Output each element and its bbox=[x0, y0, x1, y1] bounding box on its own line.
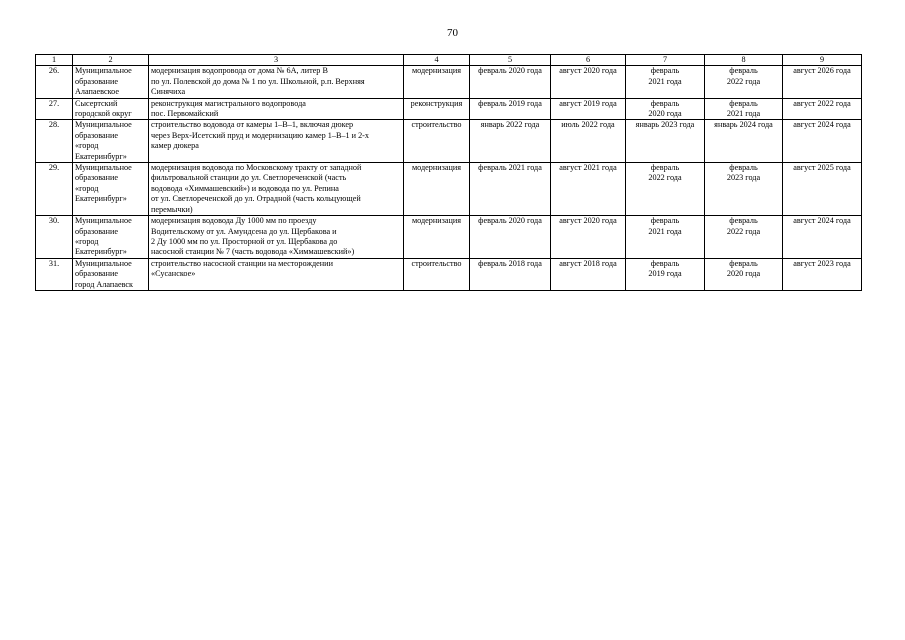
cell-line: образование bbox=[75, 269, 119, 279]
cell-line: август 2020 года bbox=[559, 216, 617, 226]
cell-line: январь 2022 года bbox=[480, 120, 540, 130]
row-number-cell: 28. bbox=[36, 120, 73, 163]
work-type-cell: модернизация bbox=[404, 66, 470, 98]
municipality-cell bbox=[73, 120, 149, 163]
cell-line: город Алапаевск bbox=[75, 279, 134, 289]
cell-line: 2021 года bbox=[648, 76, 682, 86]
date-cell-col7 bbox=[626, 66, 705, 98]
cell-line: август 2019 года bbox=[559, 98, 617, 108]
cell-line: август 2020 года bbox=[559, 66, 617, 76]
cell-line: Екатеринбург» bbox=[75, 194, 127, 204]
date-cell-col5 bbox=[470, 258, 551, 290]
row-number-cell: 30. bbox=[36, 216, 73, 259]
cell-line: август 2025 года bbox=[793, 163, 851, 173]
date-cell-col9 bbox=[783, 98, 862, 120]
cell-line: «город bbox=[75, 183, 99, 193]
date-cell-col8 bbox=[705, 163, 783, 216]
cell-line: июль 2022 года bbox=[561, 120, 615, 130]
column-header: 3 bbox=[149, 55, 404, 66]
date-cell-col7 bbox=[626, 216, 705, 259]
date-cell-col6 bbox=[551, 98, 626, 120]
cell-line: январь 2023 года bbox=[635, 120, 695, 130]
column-header: 1 bbox=[36, 55, 73, 66]
cell-line: камер дюкера bbox=[151, 141, 199, 151]
date-cell-col5 bbox=[470, 216, 551, 259]
date-cell-col5 bbox=[470, 66, 551, 98]
date-cell-col6 bbox=[551, 258, 626, 290]
date-cell-col6 bbox=[551, 120, 626, 163]
column-header: 5 bbox=[470, 55, 551, 66]
date-cell-col9 bbox=[783, 216, 862, 259]
header-row bbox=[36, 55, 862, 66]
cell-line: февраль 2018 года bbox=[478, 258, 542, 268]
cell-line: февраль bbox=[729, 163, 758, 173]
municipality-cell bbox=[73, 258, 149, 290]
date-cell-col5 bbox=[470, 120, 551, 163]
date-cell-col7 bbox=[626, 258, 705, 290]
cell-line: 2 Ду 1000 мм по ул. Просторной от ул. Щербакова до bbox=[151, 236, 338, 246]
cell-line: август 2026 года bbox=[793, 66, 851, 76]
cell-line: Синячиха bbox=[151, 87, 186, 97]
date-cell-col6 bbox=[551, 66, 626, 98]
cell-line: по ул. Полевской до дома № 1 по ул. Школьной, р.п. Верхняя bbox=[151, 76, 365, 86]
table-row bbox=[36, 216, 862, 259]
table-body bbox=[36, 66, 862, 291]
cell-line: водовода «Химмашевский») и водовода по ул. Репина bbox=[151, 183, 339, 193]
cell-line: насосной станции № 7 (часть водовода «Химмашевский») bbox=[151, 247, 355, 257]
table-row bbox=[36, 120, 862, 163]
cell-line: август 2024 года bbox=[793, 120, 851, 130]
work-type-cell: модернизация bbox=[404, 163, 470, 216]
cell-line: Муниципальное bbox=[75, 216, 132, 226]
cell-line: Муниципальное bbox=[75, 258, 132, 268]
cell-line: февраль 2020 года bbox=[478, 216, 542, 226]
cell-line: февраль bbox=[729, 66, 758, 76]
cell-line: август 2021 года bbox=[559, 163, 617, 173]
work-type-cell: реконструкция bbox=[404, 98, 470, 120]
column-header: 6 bbox=[551, 55, 626, 66]
cell-line: перемычки) bbox=[151, 204, 193, 214]
cell-line: образование bbox=[75, 130, 119, 140]
cell-line: 2021 года bbox=[648, 226, 682, 236]
description-cell bbox=[149, 258, 404, 290]
cell-line: модернизация водовода по Московскому тракту от западной bbox=[151, 163, 362, 173]
date-cell-col8 bbox=[705, 98, 783, 120]
date-cell-col8 bbox=[705, 66, 783, 98]
cell-line: 2022 года bbox=[726, 76, 761, 86]
cell-line: образование bbox=[75, 76, 119, 86]
column-header: 7 bbox=[626, 55, 705, 66]
cell-line: 2022 года bbox=[726, 226, 761, 236]
date-cell-col8 bbox=[705, 120, 783, 163]
table-row bbox=[36, 66, 862, 98]
cell-line: Муниципальное bbox=[75, 66, 132, 76]
date-cell-col8 bbox=[705, 216, 783, 259]
work-type-cell: строительство bbox=[404, 258, 470, 290]
date-cell-col5 bbox=[470, 163, 551, 216]
cell-line: строительство водовода от камеры 1–В–1, включая дюкер bbox=[151, 120, 354, 130]
cell-line: «Сусанское» bbox=[151, 269, 196, 279]
cell-line: городской округ bbox=[75, 109, 132, 119]
cell-line: Водительскому от ул. Амундсена до ул. Щербакова и bbox=[151, 226, 337, 236]
cell-line: февраль bbox=[650, 98, 680, 108]
date-cell-col6 bbox=[551, 216, 626, 259]
cell-line: Сысертский bbox=[75, 98, 118, 108]
column-header: 9 bbox=[783, 55, 862, 66]
table-row bbox=[36, 258, 862, 290]
date-cell-col9 bbox=[783, 120, 862, 163]
cell-line: 2021 года bbox=[726, 109, 761, 119]
work-type-cell: модернизация bbox=[404, 216, 470, 259]
column-header: 8 bbox=[705, 55, 783, 66]
description-cell bbox=[149, 98, 404, 120]
program-table bbox=[35, 54, 862, 291]
cell-line: через Верх-Исетский пруд и модернизацию камер 1–В–1 и 2-х bbox=[151, 130, 369, 140]
cell-line: февраль 2020 года bbox=[478, 66, 542, 76]
cell-line: август 2018 года bbox=[559, 258, 617, 268]
cell-line: Екатеринбург» bbox=[75, 247, 127, 257]
cell-line: «город bbox=[75, 141, 99, 151]
cell-line: февраль 2019 года bbox=[478, 98, 542, 108]
municipality-cell bbox=[73, 66, 149, 98]
cell-line: февраль bbox=[650, 258, 680, 268]
cell-line: Муниципальное bbox=[75, 163, 132, 173]
cell-line: от ул. Светлореченской до ул. Отрадной (часть кольцующей bbox=[151, 194, 361, 204]
date-cell-col7 bbox=[626, 98, 705, 120]
cell-line: февраль bbox=[650, 163, 680, 173]
description-cell bbox=[149, 120, 404, 163]
cell-line: Алапаевское bbox=[75, 87, 120, 97]
cell-line: образование bbox=[75, 173, 119, 183]
cell-line: пос. Первомайский bbox=[151, 109, 219, 119]
municipality-cell bbox=[73, 98, 149, 120]
work-type-cell: строительство bbox=[404, 120, 470, 163]
cell-line: февраль bbox=[729, 216, 758, 226]
cell-line: модернизация водопровода от дома № 6А, литер В bbox=[151, 66, 328, 76]
row-number-cell: 27. bbox=[36, 98, 73, 120]
cell-line: февраль bbox=[650, 216, 680, 226]
column-header: 4 bbox=[404, 55, 470, 66]
page-number: 70 bbox=[447, 27, 458, 39]
column-header: 2 bbox=[73, 55, 149, 66]
municipality-cell bbox=[73, 216, 149, 259]
cell-line: февраль bbox=[729, 98, 758, 108]
description-cell bbox=[149, 66, 404, 98]
cell-line: 2020 года bbox=[648, 109, 682, 119]
date-cell-col6 bbox=[551, 163, 626, 216]
date-cell-col7 bbox=[626, 120, 705, 163]
cell-line: Екатеринбург» bbox=[75, 151, 127, 161]
row-number-cell: 31. bbox=[36, 258, 73, 290]
date-cell-col8 bbox=[705, 258, 783, 290]
cell-line: «город bbox=[75, 236, 99, 246]
table-row bbox=[36, 163, 862, 216]
cell-line: строительство насосной станции на месторождении bbox=[151, 258, 333, 268]
cell-line: август 2023 года bbox=[793, 258, 851, 268]
date-cell-col9 bbox=[783, 66, 862, 98]
cell-line: февраль bbox=[729, 258, 758, 268]
cell-line: 2022 года bbox=[648, 173, 682, 183]
date-cell-col5 bbox=[470, 98, 551, 120]
cell-line: август 2022 года bbox=[793, 98, 851, 108]
cell-line: февраль bbox=[650, 66, 680, 76]
cell-line: образование bbox=[75, 226, 119, 236]
cell-line: февраль 2021 года bbox=[478, 163, 542, 173]
municipality-cell bbox=[73, 163, 149, 216]
cell-line: 2020 года bbox=[726, 269, 761, 279]
description-cell bbox=[149, 163, 404, 216]
description-cell bbox=[149, 216, 404, 259]
cell-line: модернизация водовода Ду 1000 мм по проезду bbox=[151, 216, 317, 226]
table-row bbox=[36, 98, 862, 120]
row-number-cell: 26. bbox=[36, 66, 73, 98]
cell-line: реконструкция магистрального водопровода bbox=[151, 98, 306, 108]
date-cell-col9 bbox=[783, 258, 862, 290]
row-number-cell: 29. bbox=[36, 163, 73, 216]
cell-line: 2023 года bbox=[726, 173, 761, 183]
date-cell-col9 bbox=[783, 163, 862, 216]
cell-line: фильтровальной станции до ул. Светлореченской (часть bbox=[151, 173, 347, 183]
cell-line: август 2024 года bbox=[793, 216, 851, 226]
cell-line: январь 2024 года bbox=[714, 120, 773, 130]
date-cell-col7 bbox=[626, 163, 705, 216]
cell-line: 2019 года bbox=[648, 269, 682, 279]
cell-line: Муниципальное bbox=[75, 120, 132, 130]
